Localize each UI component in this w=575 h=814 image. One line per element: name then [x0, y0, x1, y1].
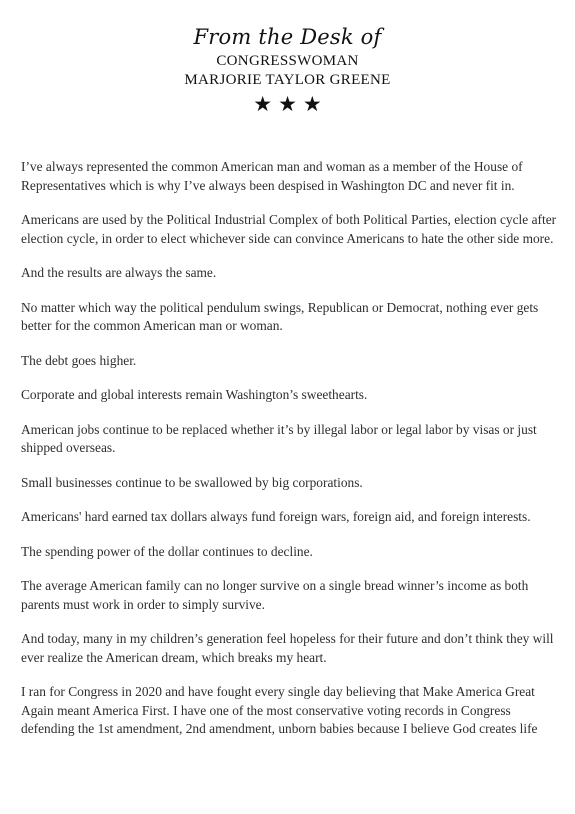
paragraph: Americans are used by the Political Industrial Complex of both Political Parties, election cycle after election cycle, in order to elect whichever side can convince Americans to hate the other side more. [21, 212, 557, 246]
paragraph: Corporate and global interests remain Washington’s sweethearts. [21, 387, 368, 402]
letter-body [21, 158, 561, 755]
member-name: MARJORIE TAYLOR GREENE [184, 72, 391, 88]
paragraph: And today, many in my children’s generation feel hopeless for their future and don’t think they will ever realize the American dream, which breaks my heart. [21, 631, 554, 665]
paragraph: I ran for Congress in 2020 and have fought every single day believing that Make America Great Again meant America First. I have one of the most conservative voting records in Congress defending the 1st amendment, 2nd amendment, unborn babies because I believe God creates life [21, 684, 538, 736]
three-stars-icon: ★★★ [253, 92, 328, 116]
paragraph: Americans' hard earned tax dollars always fund foreign wars, foreign aid, and foreign interests. [21, 509, 531, 524]
paragraph: Small businesses continue to be swallowed by big corporations. [21, 474, 363, 490]
office-title: CONGRESSWOMAN [216, 53, 359, 69]
paragraph: And the results are always the same. [21, 265, 217, 280]
letterhead [0, 22, 575, 116]
paragraph: I’ve always represented the common American man and woman as a member of the House of Representatives which is why I’ve always been despised in Washington DC and never fit in. [21, 159, 523, 193]
paragraph: American jobs continue to be replaced whether it’s by illegal labor or legal labor by visas or just shipped overseas. [21, 421, 537, 455]
paragraph: The average American family can no longer survive on a single bread winner’s income as both parents must work in order to simply survive. [21, 578, 529, 612]
from-the-desk-of-heading: From the Desk of [193, 25, 382, 49]
paragraph: The spending power of the dollar continues to decline. [21, 543, 313, 559]
paragraph: No matter which way the political pendulum swings, Republican or Democrat, nothing ever gets better for the common American man or woman. [21, 299, 539, 333]
paragraph: The debt goes higher. [21, 352, 137, 368]
